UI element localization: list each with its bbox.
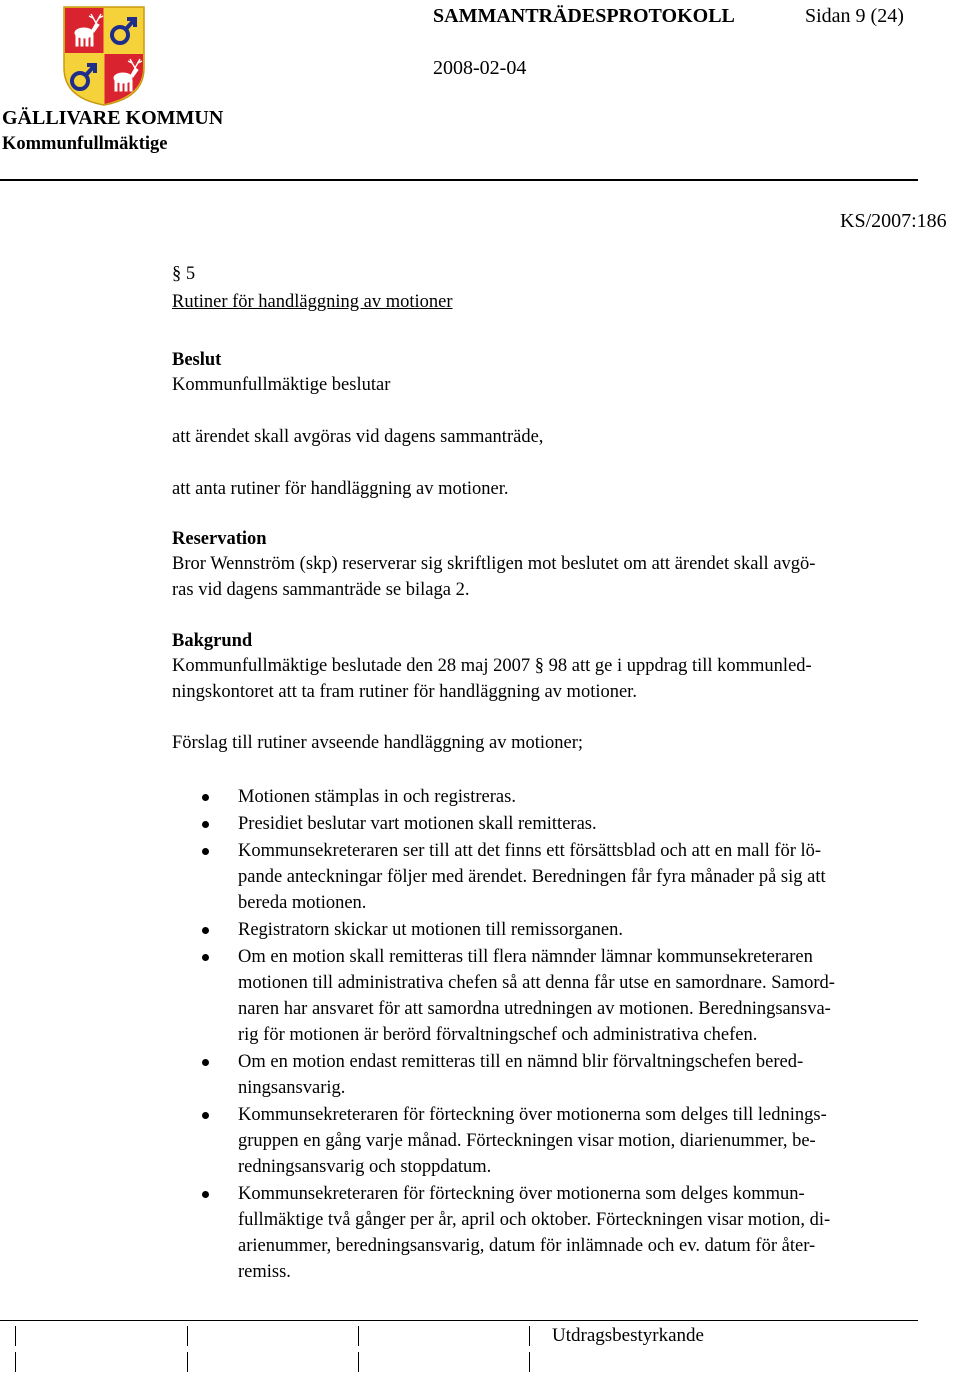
signature-box-divider bbox=[15, 1326, 16, 1346]
bakgrund-line-1a: Kommunfullmäktige beslutade den 28 maj 2007 bbox=[172, 656, 531, 676]
list-item: Kommunsekreteraren för förteckning över motionerna som delges kommun- fullmäktige två gånger per år, april och oktober. Förteckningen visar motion, di- arienummer, beredningsansvarig, datum för inlämnade och ev. datum för åter- remiss. bbox=[172, 1181, 942, 1285]
certification-label: Utdragsbestyrkande bbox=[552, 1325, 704, 1346]
organization-body: Kommunfullmäktige bbox=[2, 134, 168, 154]
reservation-line-2: ras vid dagens sammanträde se bilaga 2. bbox=[172, 580, 470, 600]
coat-of-arms-icon bbox=[63, 6, 145, 106]
signature-box-divider bbox=[187, 1326, 188, 1346]
bullet-icon bbox=[202, 927, 209, 934]
list-item: Presidiet beslutar vart motionen skall remitteras. bbox=[172, 811, 942, 837]
bakgrund-line-1b: 98 att ge i uppdrag till kommunled- bbox=[548, 656, 812, 676]
section-sign: § bbox=[172, 264, 182, 284]
proposal-intro: Förslag till rutiner avseende handläggning av motioner; bbox=[172, 733, 584, 753]
beslut-point-1: att ärendet skall avgöras vid dagens sammanträde, bbox=[172, 427, 544, 447]
bullet-icon bbox=[202, 1112, 209, 1119]
item-title bbox=[172, 290, 942, 316]
signature-box-divider bbox=[529, 1352, 530, 1372]
beslut-heading: Beslut bbox=[172, 350, 222, 370]
bullet-icon bbox=[202, 1191, 209, 1198]
bakgrund-heading: Bakgrund bbox=[172, 631, 253, 651]
list-item: Motionen stämplas in och registreras. bbox=[172, 784, 942, 810]
footer-divider bbox=[0, 1320, 918, 1321]
header-divider bbox=[0, 179, 918, 181]
beslut-intro: Kommunfullmäktige beslutar bbox=[172, 375, 391, 395]
list-item: Kommunsekreteraren för förteckning över motionerna som delges till lednings- gruppen en gång varje månad. Förteckningen visar motion, diarienummer, be- redningsansvarig och stoppdatum. bbox=[172, 1102, 942, 1180]
page-number: Sidan 9 (24) bbox=[805, 5, 904, 27]
routine-list bbox=[172, 784, 942, 1286]
item-number-line bbox=[172, 262, 942, 288]
signature-box-divider bbox=[358, 1352, 359, 1372]
bullet-icon bbox=[202, 821, 209, 828]
list-item: Om en motion skall remitteras till flera nämnder lämnar kommunsekreteraren motionen till administrativa chefen så att denna får utse en samordnare. Samord- naren har ansvaret för att samordna utredningen av motionen. Beredningsansva- rig för motionen är berörd förvaltningschef och administrativa chefen. bbox=[172, 944, 942, 1048]
document-type: SAMMANTRÄDESPROTOKOLL bbox=[433, 5, 735, 27]
bakgrund-line-2: ningskontoret att ta fram rutiner för handläggning av motioner. bbox=[172, 682, 637, 702]
beslut-point-2: att anta rutiner för handläggning av motioner. bbox=[172, 479, 509, 499]
list-item: Registratorn skickar ut motionen till remissorganen. bbox=[172, 917, 942, 943]
bullet-icon bbox=[202, 848, 209, 855]
bullet-icon bbox=[202, 954, 209, 961]
bullet-icon bbox=[202, 794, 209, 801]
organization-name: GÄLLIVARE KOMMUN bbox=[2, 107, 224, 129]
signature-box-divider bbox=[529, 1326, 530, 1346]
signature-box-divider bbox=[358, 1326, 359, 1346]
section-sign: § bbox=[534, 656, 544, 676]
bullet-icon bbox=[202, 1059, 209, 1066]
case-reference: KS/2007:186 bbox=[840, 210, 947, 232]
reservation-line-1: Bror Wennström (skp) reserverar sig skriftligen mot beslutet om att ärendet skall avgö- bbox=[172, 554, 816, 574]
signature-box-divider bbox=[187, 1352, 188, 1372]
meeting-date: 2008-02-04 bbox=[433, 57, 527, 79]
list-item: Kommunsekreteraren ser till att det finns ett försättsblad och att en mall för lö- pande anteckningar följer med ärendet. Beredningen får fyra månader på sig att bereda motionen. bbox=[172, 838, 942, 916]
item-title-text: Rutiner för handläggning av motioner bbox=[172, 292, 453, 312]
reservation-heading: Reservation bbox=[172, 529, 267, 549]
list-item: Om en motion endast remitteras till en nämnd blir förvaltningschefen bered- ningsansvarig. bbox=[172, 1049, 942, 1101]
item-number: 5 bbox=[185, 264, 196, 284]
bakgrund-line-1 bbox=[172, 654, 942, 680]
signature-box-divider bbox=[15, 1352, 16, 1372]
